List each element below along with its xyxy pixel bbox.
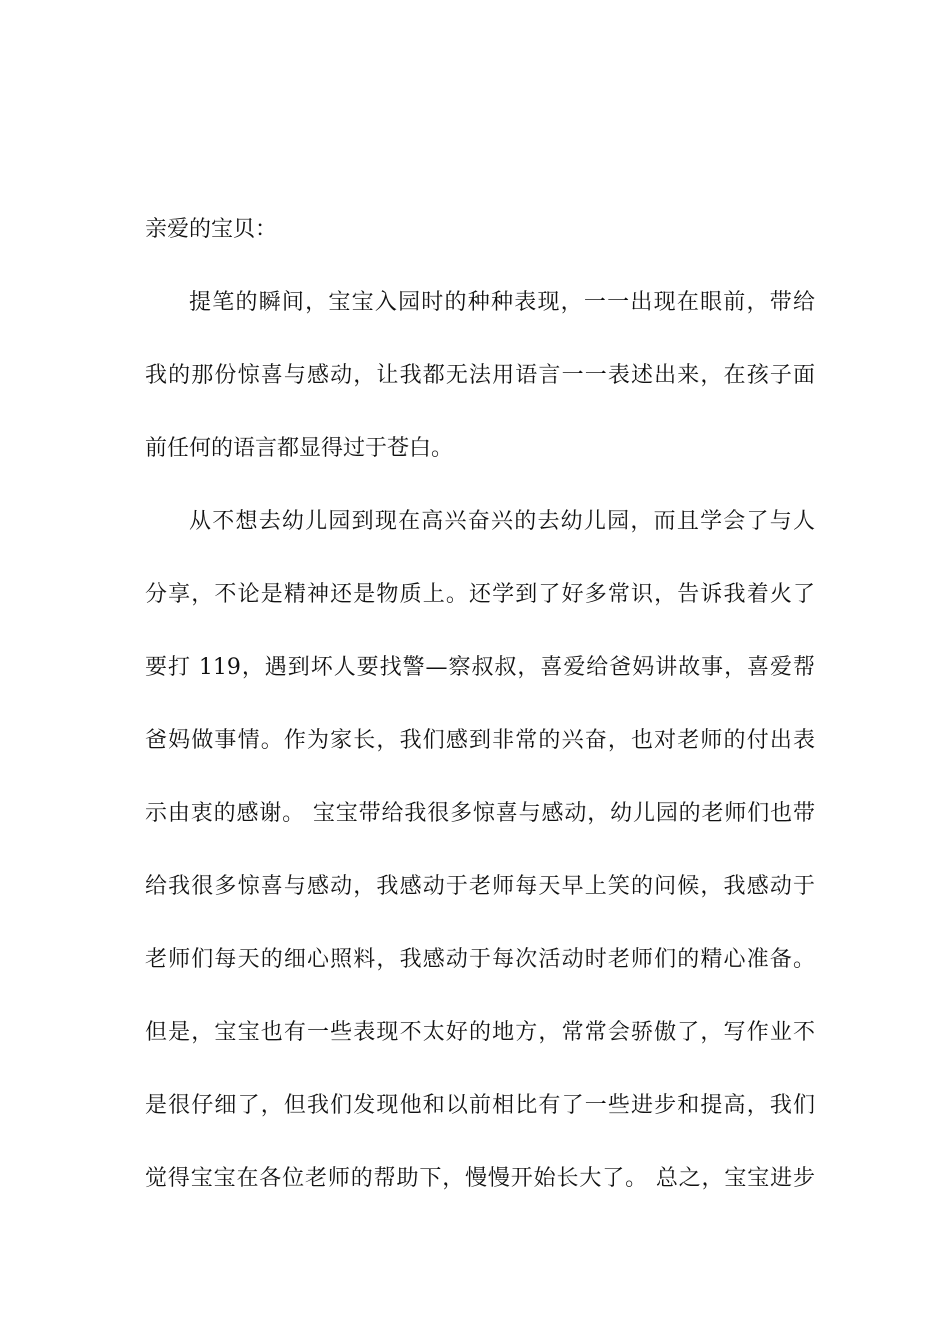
paragraph-2-line-5: 示由衷的感谢。 宝宝带给我很多惊喜与感动，幼儿园的老师们也带 xyxy=(145,801,815,826)
paragraph-1-line-1: 提笔的瞬间，宝宝入园时的种种表现，一一出现在眼前，带给 xyxy=(189,290,815,315)
paragraph-2-line-1: 从不想去幼儿园到现在高兴奋兴的去幼儿园，而且学会了与人 xyxy=(189,509,815,534)
paragraph-2-line-6: 给我很多惊喜与感动，我感动于老师每天早上笑的问候，我感动于 xyxy=(145,874,815,899)
paragraph-1-line-2: 我的那份惊喜与感动，让我都无法用语言一一表述出来，在孩子面 xyxy=(145,363,815,388)
letter-salutation: 亲爱的宝贝： xyxy=(145,217,278,242)
paragraph-2-line-9: 是很仔细了，但我们发现他和以前相比有了一些进步和提高，我们 xyxy=(145,1093,815,1118)
paragraph-1-line-3: 前任何的语言都显得过于苍白。 xyxy=(145,436,454,461)
paragraph-2-line-7: 老师们每天的细心照料，我感动于每次活动时老师们的精心准备。 xyxy=(145,947,815,972)
paragraph-2-line-10: 觉得宝宝在各位老师的帮助下，慢慢开始长大了。 总之，宝宝进步 xyxy=(145,1166,815,1191)
paragraph-2-line-3: 要打 119，遇到坏人要找警—察叔叔，喜爱给爸妈讲故事，喜爱帮 xyxy=(145,655,815,680)
paragraph-2-line-4: 爸妈做事情。作为家长，我们感到非常的兴奋，也对老师的付出表 xyxy=(145,728,815,753)
paragraph-2-line-2: 分享，不论是精神还是物质上。还学到了好多常识，告诉我着火了 xyxy=(145,582,815,607)
paragraph-2-line-8: 但是，宝宝也有一些表现不太好的地方，常常会骄傲了，写作业不 xyxy=(145,1020,815,1045)
